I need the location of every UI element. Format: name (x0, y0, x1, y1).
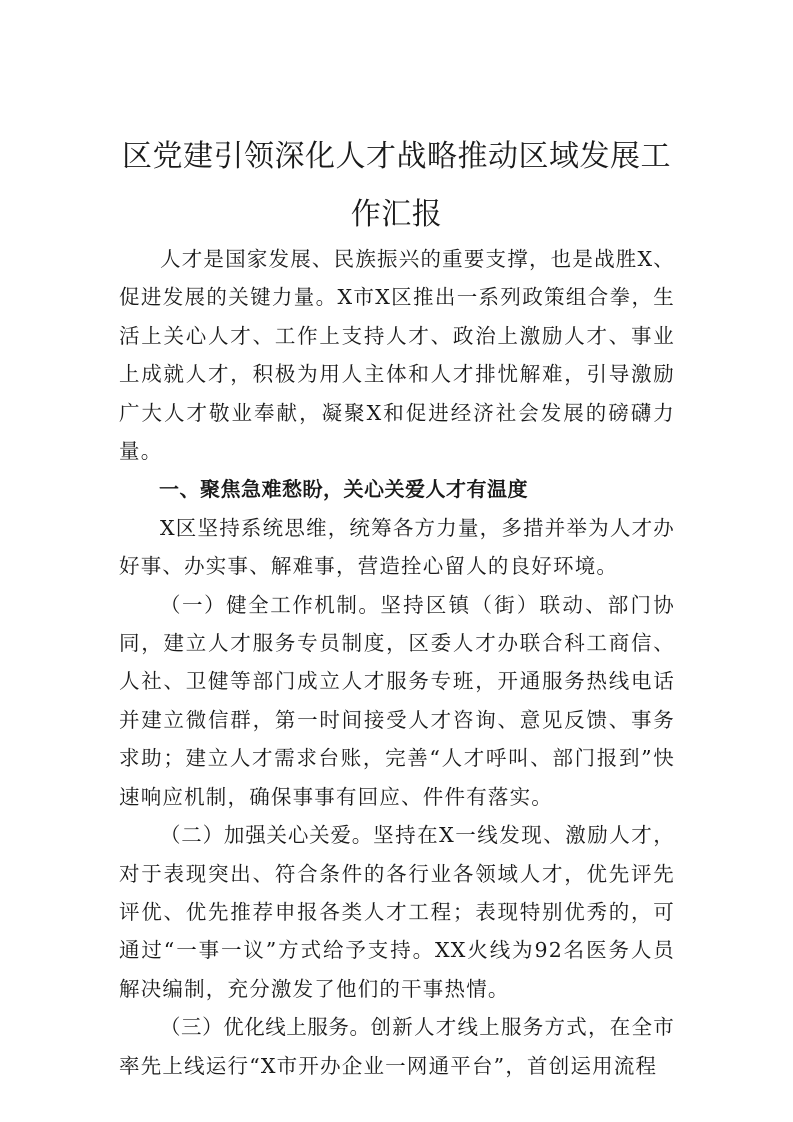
document-title-line-1: 区党建引领深化人才战略推动区域发展工 (122, 139, 671, 174)
item-1-text: 坚持区镇（街）联动、部门协同，建立人才服务专员制度，区委人才办联合科工商信、人社、卫健等部门成立人才服务专班，开通服务热线电话并建立微信群，第一时间接受人才咨询、意见反馈、事务求助；建立人才需求台账，完善“人才呼叫、部门报到”快速响应机制，确保事事有回应、件件有落实。 (119, 592, 675, 809)
item-2-paragraph (119, 816, 675, 1008)
document-title-line-2: 作汇报 (350, 197, 443, 232)
item-2-lead: （二）加强关心关爱。 (160, 823, 374, 848)
item-1-paragraph (119, 586, 675, 816)
document-body (119, 240, 675, 1085)
item-1-lead: （一）健全工作机制。 (160, 592, 381, 617)
section-1-intro-paragraph: X区坚持系统思维，统筹各方力量，多措并举为人才办好事、办实事、解难事，营造拴心留人的良好环境。 (119, 515, 675, 579)
item-3-lead: （三）优化线上服务。 (160, 1015, 371, 1040)
intro-paragraph: 人才是国家发展、民族振兴的重要支撑，也是战胜X、促进发展的关键力量。X市X区推出一系列政策组合拳，生活上关心人才、工作上支持人才、政治上激励人才、事业上成就人才，积极为用人主体和人才排忧解难，引导激励广大人才敬业奉献，凝聚X和促进经济社会发展的磅礴力量。 (119, 247, 675, 464)
item-3-paragraph (119, 1008, 675, 1085)
section-1-heading: 一、聚焦急难愁盼，关心关爱人才有温度 (159, 477, 528, 502)
item-3-text: 创新人才线上服务方式，在全市率先上线运行“X市开办企业一网通平台”，首创运用流程 (119, 1015, 675, 1078)
item-2-text: 坚持在X一线发现、激励人才，对于表现突出、符合条件的各行业各领域人才，优先评先评优、优先推荐申报各类人才工程；表现特别优秀的，可通过“一事一议”方式给予支持。XX火线为92名医务人员解决编制，充分激发了他们的干事热情。 (119, 823, 675, 1001)
